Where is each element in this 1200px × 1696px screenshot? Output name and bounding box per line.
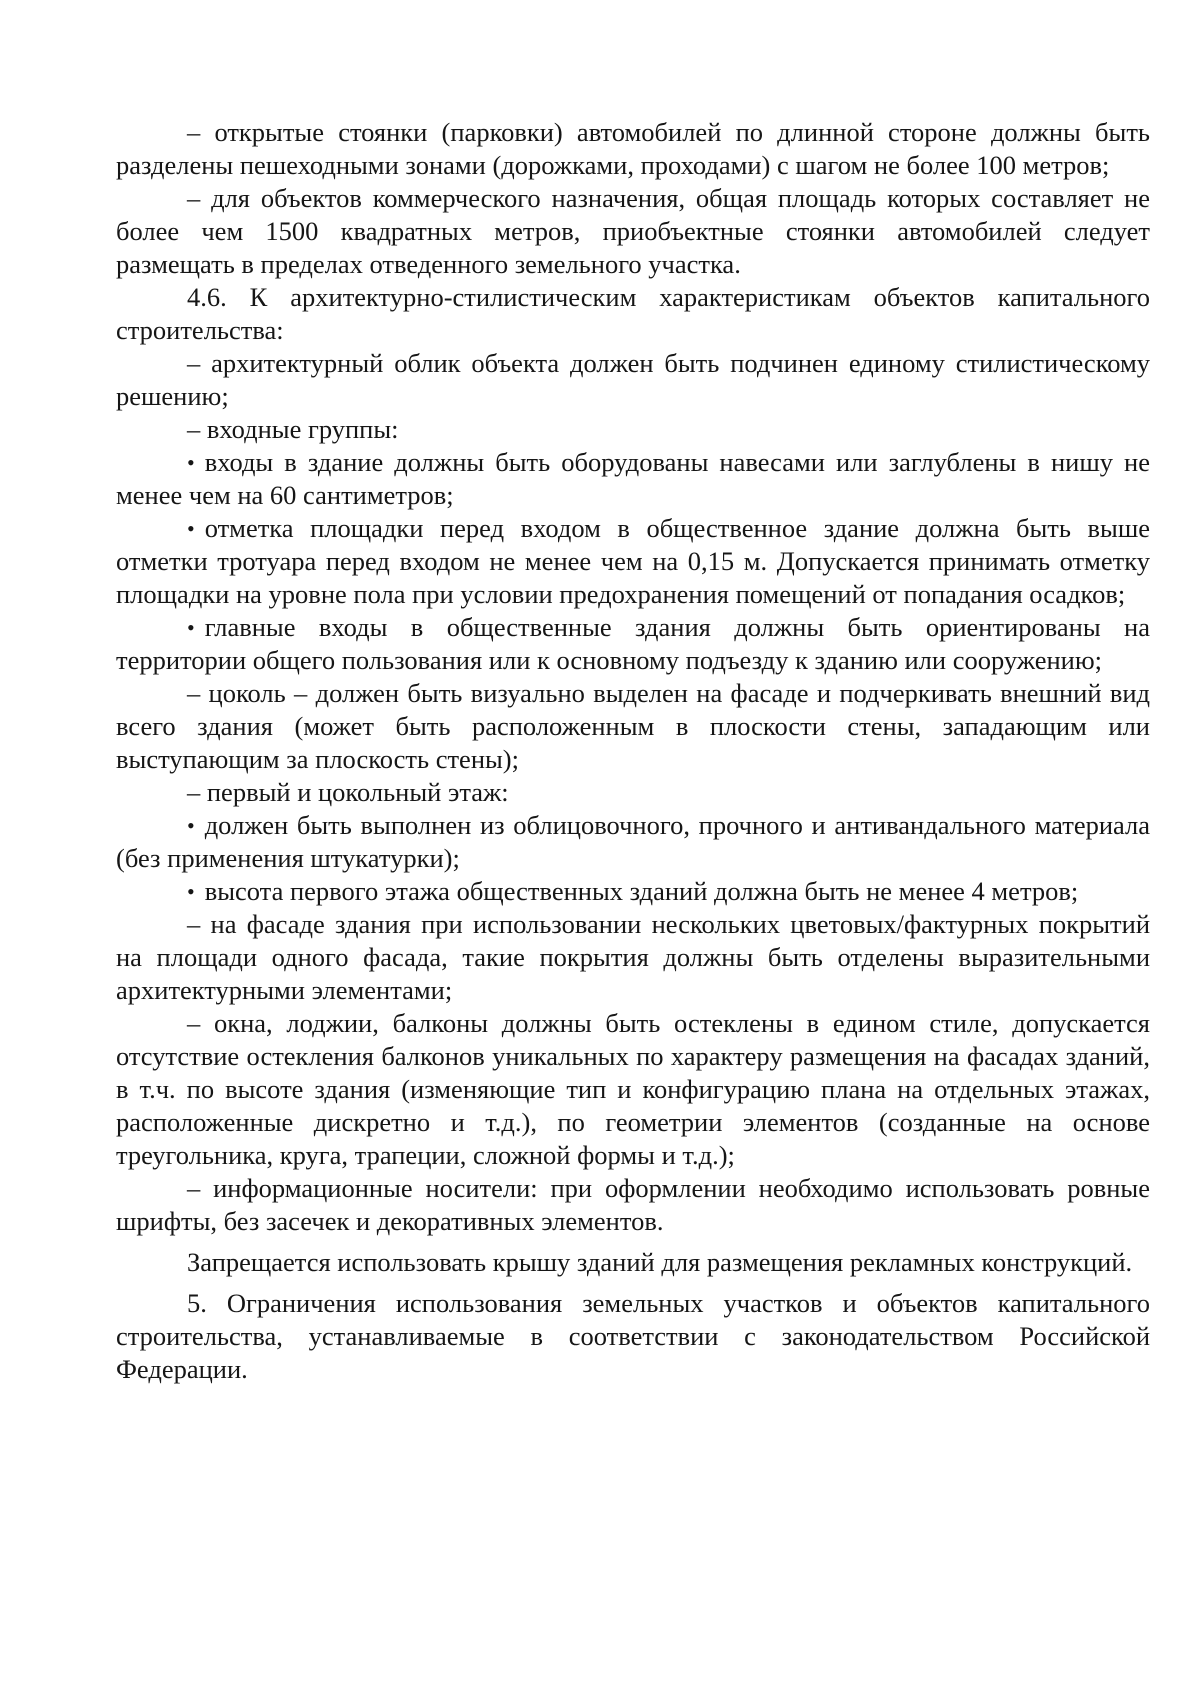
bullet-main-entrances: [116, 611, 1150, 677]
bullet-icon: •: [187, 813, 195, 838]
bullet-icon: •: [187, 879, 195, 904]
paragraph-text: главные входы в общественные здания должны быть ориентированы на территории общего пользования или к основному подъезду к зданию или сооружению;: [116, 612, 1150, 675]
paragraph-text: 5. Ограничения использования земельных участков и объектов капитального строительства, устанавливаемые в соответствии с законодательством Российской Федерации.: [116, 1288, 1150, 1384]
paragraph-text: – первый и цокольный этаж:: [187, 777, 509, 807]
bullet-icon: •: [187, 615, 195, 640]
paragraph-first-floor: [116, 776, 1150, 809]
bullet-facing-material: [116, 809, 1150, 875]
paragraph-roof-advertising-ban: [116, 1246, 1150, 1279]
paragraph-windows-balconies: [116, 1007, 1150, 1172]
paragraph-entrance-groups: [116, 413, 1150, 446]
paragraph-parking-pedestrian-zones: [116, 116, 1150, 182]
section-heading-5: [116, 1287, 1150, 1386]
paragraph-information-carriers: [116, 1172, 1150, 1238]
bullet-entrance-canopies: [116, 446, 1150, 512]
bullet-entrance-platform-level: [116, 512, 1150, 611]
bullet-first-floor-height: [116, 875, 1150, 908]
paragraph-text: входы в здание должны быть оборудованы навесами или заглублены в нишу не менее чем на 60 сантиметров;: [116, 447, 1150, 510]
paragraph-facade-coatings: [116, 908, 1150, 1007]
paragraph-text: отметка площадки перед входом в общественное здание должна быть выше отметки тротуара перед входом не менее чем на 0,15 м. Допускается принимать отметку площадки на уровне пола при условии предохранения помещений от попадания осадков;: [116, 513, 1150, 609]
paragraph-text: Запрещается использовать крышу зданий для размещения рекламных конструкций.: [187, 1247, 1133, 1277]
paragraph-text: должен быть выполнен из облицовочного, прочного и антивандального материала (без применения штукатурки);: [116, 810, 1150, 873]
paragraph-architectural-appearance: [116, 347, 1150, 413]
paragraph-text: – окна, лоджии, балконы должны быть остеклены в едином стиле, допускается отсутствие остекления балконов уникальных по характеру размещения на фасадах зданий, в т.ч. по высоте здания (изменяющие тип и конфигурацию плана на отдельных этажах, расположенные дискретно и т.д.), по геометрии элементов (созданные на основе треугольника, круга, трапеции, сложной формы и т.д.);: [116, 1008, 1150, 1170]
paragraph-text: высота первого этажа общественных зданий должна быть не менее 4 метров;: [204, 876, 1079, 906]
bullet-icon: •: [187, 516, 195, 541]
paragraph-text: 4.6. К архитектурно-стилистическим характеристикам объектов капитального строительства:: [116, 282, 1150, 345]
bullet-icon: •: [187, 450, 195, 475]
document-body: [116, 116, 1150, 1386]
paragraph-plinth: [116, 677, 1150, 776]
paragraph-text: – информационные носители: при оформлении необходимо использовать ровные шрифты, без засечек и декоративных элементов.: [116, 1173, 1150, 1236]
paragraph-text: – для объектов коммерческого назначения, общая площадь которых составляет не более чем 1500 квадратных метров, приобъектные стоянки автомобилей следует размещать в пределах отведенного земельного участка.: [116, 183, 1150, 279]
paragraph-text: – цоколь – должен быть визуально выделен на фасаде и подчеркивать внешний вид всего здания (может быть расположенным в плоскости стены, западающим или выступающим за плоскость стены);: [116, 678, 1150, 774]
paragraph-text: – открытые стоянки (парковки) автомобилей по длинной стороне должны быть разделены пешеходными зонами (дорожками, проходами) с шагом не более 100 метров;: [116, 117, 1150, 180]
section-heading-4-6: [116, 281, 1150, 347]
paragraph-text: – входные группы:: [187, 414, 399, 444]
paragraph-text: – на фасаде здания при использовании нескольких цветовых/фактурных покрытий на площади одного фасада, такие покрытия должны быть отделены выразительными архитектурными элементами;: [116, 909, 1150, 1005]
paragraph-text: – архитектурный облик объекта должен быть подчинен единому стилистическому решению;: [116, 348, 1150, 411]
paragraph-commercial-parking: [116, 182, 1150, 281]
